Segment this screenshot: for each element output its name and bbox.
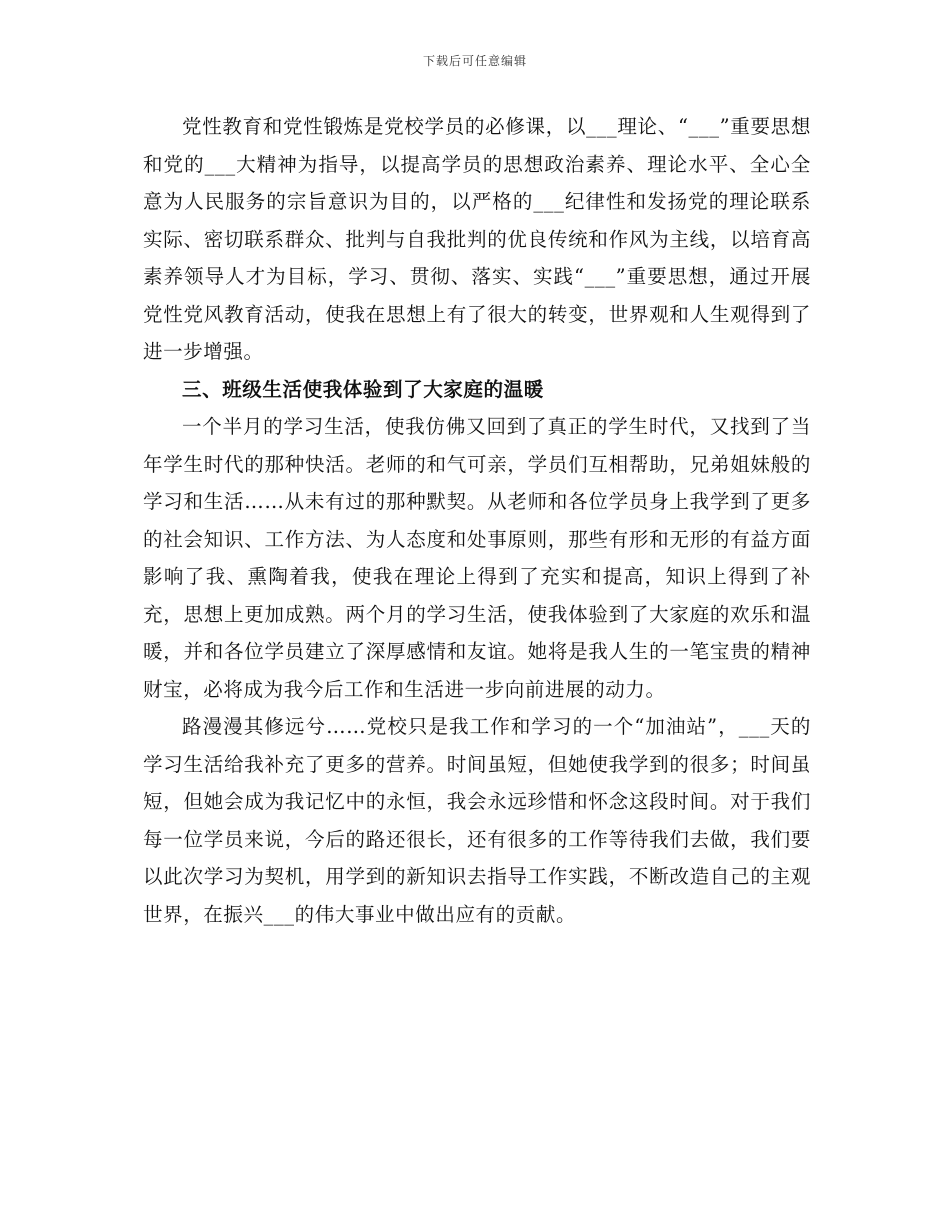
document-body — [143, 108, 811, 933]
section-heading-class-life: 三、班级生活使我体验到了大家庭的温暖 — [182, 377, 544, 401]
paragraph-study-life: 一个半月的学习生活，使我仿佛又回到了真正的学生时代，又找到了当年学生时代的那种快活。老师的和气可亲，学员们互相帮助，兄弟姐妹般的学习和生活……从未有过的那种默契。从老师和各位学员身上我学到了更多的社会知识、工作方法、为人态度和处事原则，那些有形和无形的有益方面影响了我、熏陶着我，使我在理论上得到了充实和提高，知识上得到了补充，思想上更加成熟。两个月的学习生活，使我体验到了大家庭的欢乐和温暖，并和各位学员建立了深厚感情和友谊。她将是我人生的一笔宝贵的精神财宝，必将成为我今后工作和生活进一步向前进展的动力。 — [143, 415, 811, 701]
page-header: 下载后可任意编辑 — [422, 54, 527, 68]
paragraph-party-education: 党性教育和党性锻炼是党校学员的必修课，以___理论、“___”重要思想和党的___大精神为指导，以提高学员的思想政治素养、理论水平、全心全意为人民服务的宗旨意识为目的，以严格的___纪律性和发扬党的理论联系实际、密切联系群众、批判与自我批判的优良传统和作风为主线，以培育高素养领导人才为目标，学习、贯彻、落实、实践“___”重要思想，通过开展党性党风教育活动，使我在思想上有了很大的转变，世界观和人生观得到了进一步增强。 — [143, 115, 811, 363]
paragraph-conclusion: 路漫漫其修远兮……党校只是我工作和学习的一个“加油站”，___天的学习生活给我补充了更多的营养。时间虽短，但她使我学到的很多；时间虽短，但她会成为我记忆中的永恒，我会永远珍惜和怀念这段时间。对于我们每一位学员来说，今后的路还很长，还有很多的工作等待我们去做，我们要以此次学习为契机，用学到的新知识去指导工作实践，不断改造自己的主观世界，在振兴___的伟大事业中做出应有的贡献。 — [143, 715, 811, 926]
